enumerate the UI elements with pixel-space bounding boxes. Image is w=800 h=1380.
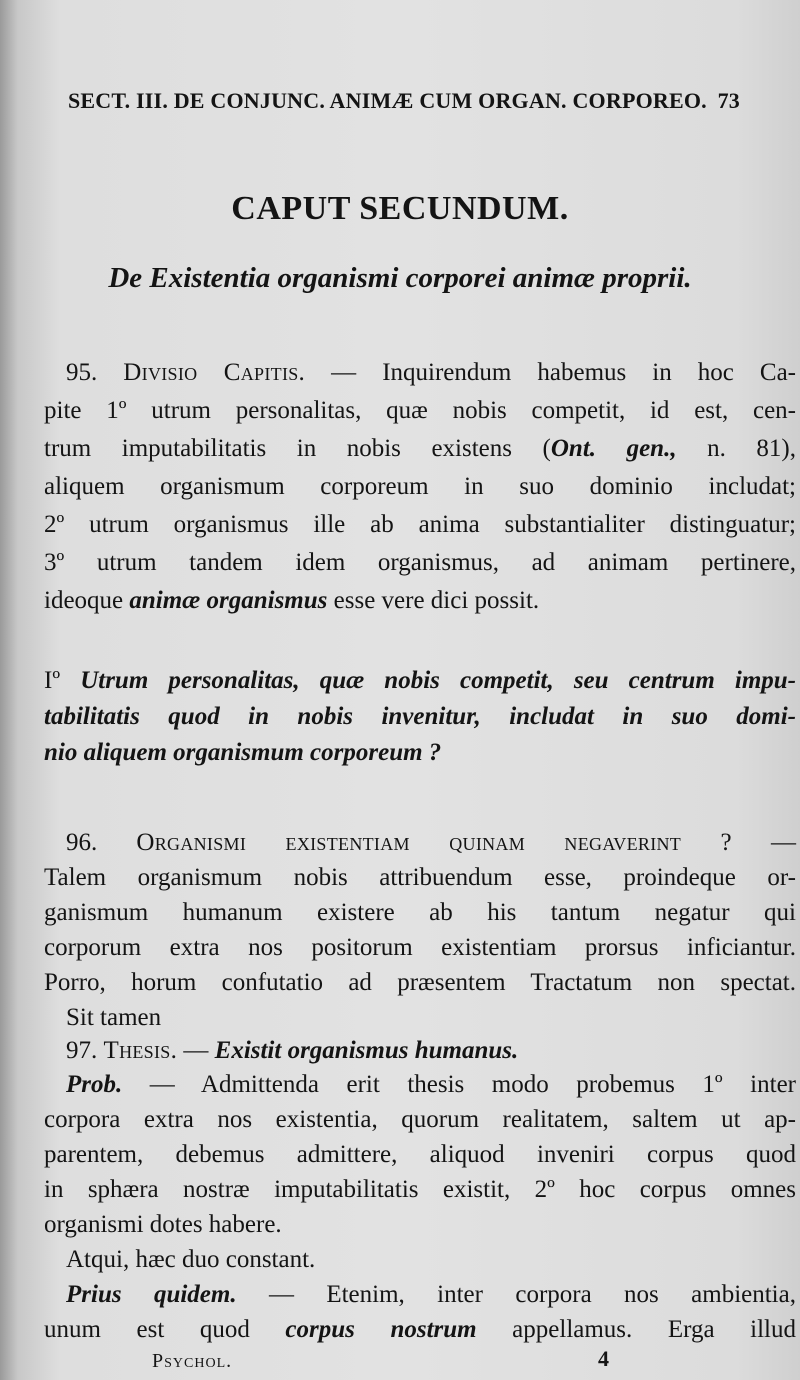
emphasis: Prius quidem. <box>66 1281 237 1308</box>
text-line <box>44 664 796 698</box>
text-line: 2º utrum organismus ille ab anima substantialiter distinguatur; <box>44 511 796 538</box>
text-span: — Admittenda erit thesis modo probemus 1º inter <box>122 1071 796 1098</box>
text-line: nio aliquem organismum corporeum ? <box>44 739 442 766</box>
question-number: Iº <box>44 667 81 694</box>
text-span: n. 81), <box>676 435 796 462</box>
text-span: — Etenim, inter corpora nos ambientia, <box>236 1281 796 1308</box>
section-heading: Organismi existentiam quinam negaverint ? <box>136 829 732 856</box>
emphasis: corpus nostrum <box>285 1316 477 1343</box>
section-number: 96. <box>66 829 98 856</box>
text-span: — Inquirendum habemus in hoc Ca- <box>305 359 797 386</box>
thesis-statement: Existit organismus humanus. <box>214 1037 519 1064</box>
text-line <box>66 1278 796 1312</box>
text-line: 3º utrum tandem idem organismus, ad animam pertinere, <box>44 549 796 576</box>
text-line <box>66 1034 766 1068</box>
proof-label: Prob. <box>66 1071 123 1098</box>
text-line: corporum extra nos positorum existentiam prorsus inficiantur. <box>44 934 796 961</box>
text-line: in sphæra nostræ imputabilitatis existit, 2º hoc corpus omnes <box>44 1176 796 1203</box>
text-line: organismi dotes habere. <box>44 1211 282 1238</box>
text-span: ideoque <box>44 587 130 614</box>
running-title: SECT. III. DE CONJUNC. ANIMÆ CUM ORGAN. CORPOREO. <box>68 88 707 113</box>
text-line <box>44 432 796 466</box>
text-line: corpora extra nos existentia, quorum realitatem, saltem ut ap- <box>44 1106 796 1133</box>
signature-mark: Psychol. <box>152 1350 233 1372</box>
text-span: — <box>731 829 796 856</box>
reference: Ont. gen., <box>550 435 677 462</box>
text-line <box>44 584 796 618</box>
section-number: 97. <box>66 1037 98 1064</box>
text-line: pite 1º utrum personalitas, quæ nobis competit, id est, cen- <box>44 397 796 424</box>
question-text: Utrum personalitas, quæ nobis competit, seu centrum impu- <box>80 667 796 694</box>
emphasis: animæ organismus <box>129 587 328 614</box>
text-line <box>44 1313 796 1347</box>
chapter-title: CAPUT SECUNDUM. <box>231 190 569 227</box>
text-line <box>66 356 796 390</box>
text-line <box>66 826 796 860</box>
text-span: — <box>177 1037 215 1064</box>
text-line: ganismum humanum existere ab his tantum negatur qui <box>44 899 796 926</box>
text-line: Sit tamen <box>66 1004 162 1031</box>
text-line: Atqui, hæc duo constant. <box>66 1246 316 1273</box>
chapter-subtitle: De Existentia organismi corporei animæ proprii. <box>108 262 692 294</box>
text-span: trum imputabilitatis in nobis existens ( <box>44 435 551 462</box>
text-line: Talem organismum nobis attribuendum esse, proindeque or- <box>44 864 796 891</box>
text-line: parentem, debemus admittere, aliquod inveniri corpus quod <box>44 1141 796 1168</box>
text-span: unum est quod <box>44 1316 286 1343</box>
section-heading: Divisio Capitis. <box>123 359 306 386</box>
text-line: Porro, horum confutatio ad præsentem Tractatum non spectat. <box>44 969 796 996</box>
running-header <box>68 88 740 114</box>
section-number: 95. <box>66 359 98 386</box>
text-span: appellamus. Erga illud <box>476 1316 796 1343</box>
section-heading: Thesis. <box>103 1037 178 1064</box>
text-line <box>66 1068 796 1102</box>
text-line: aliquem organismum corporeum in suo dominio includat; <box>44 473 796 500</box>
page-number: 73 <box>717 88 740 113</box>
text-line: tabilitatis quod in nobis invenitur, includat in suo domi- <box>44 703 796 730</box>
signature-number: 4 <box>598 1346 609 1371</box>
text-span: esse vere dici possit. <box>327 587 540 614</box>
